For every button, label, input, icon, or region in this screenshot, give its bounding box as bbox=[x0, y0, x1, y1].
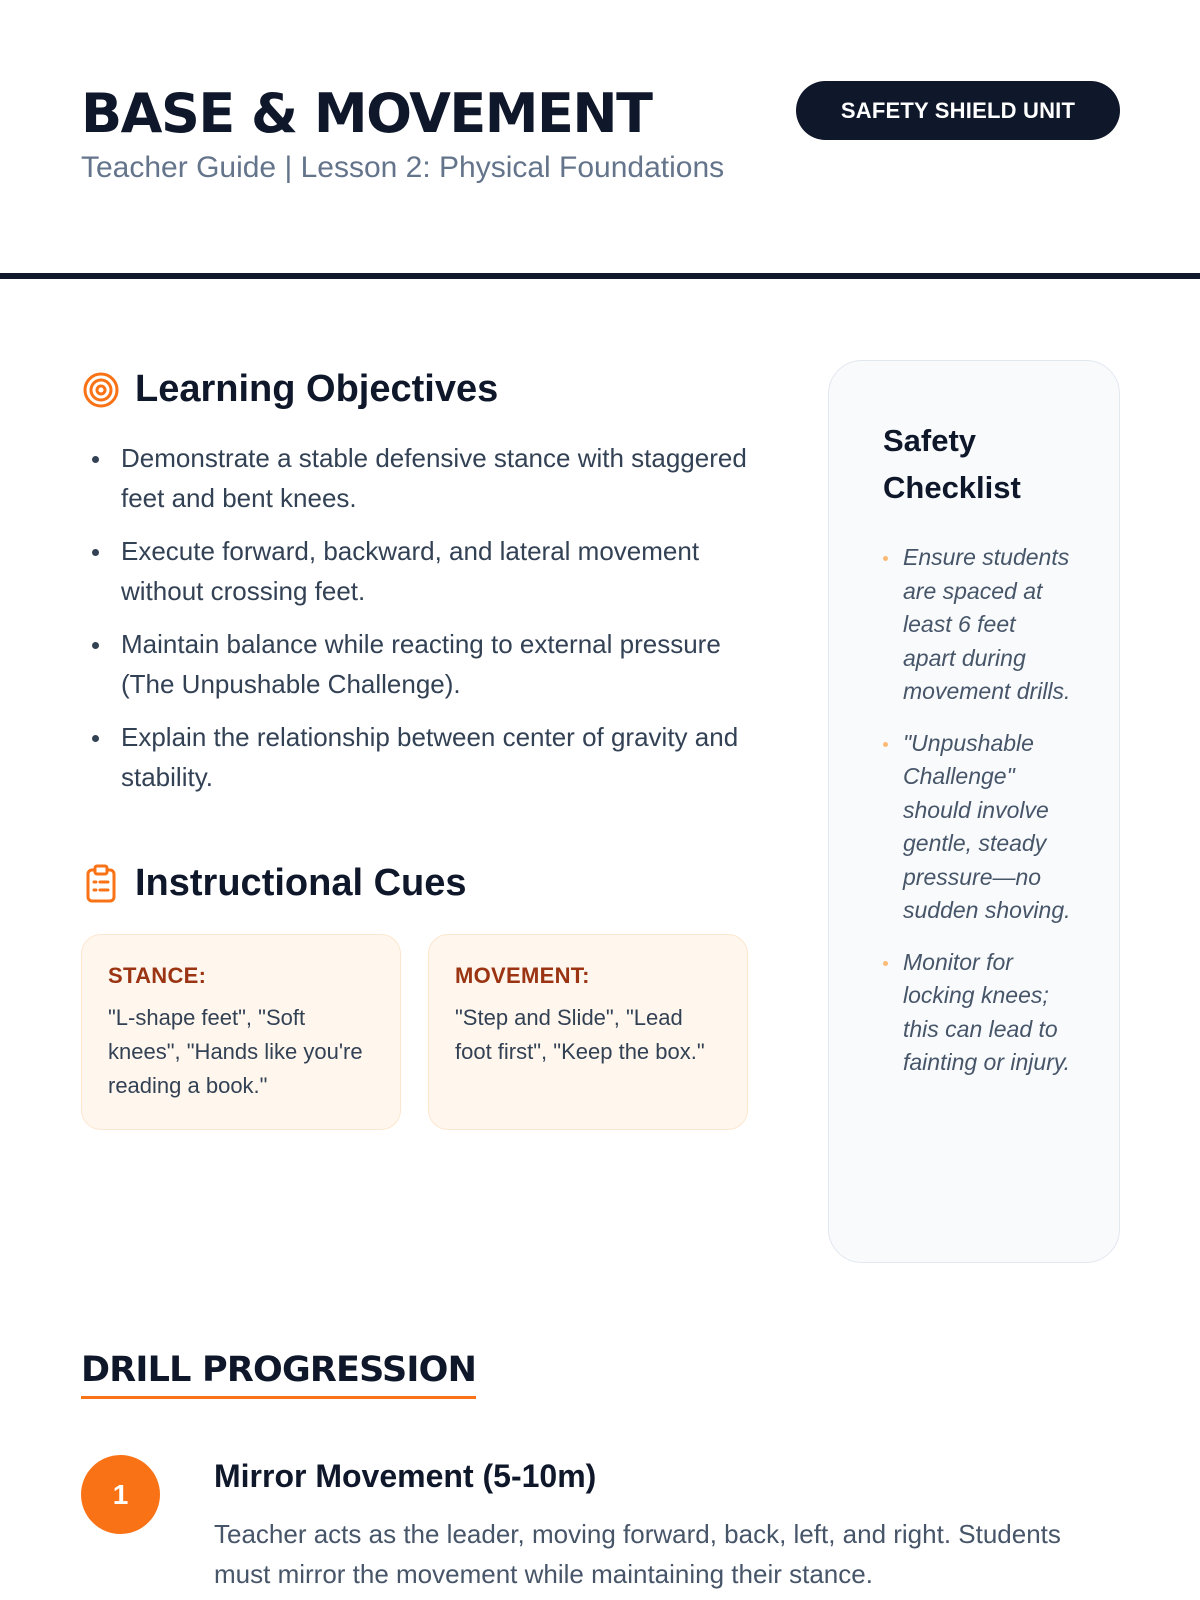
safety-checklist bbox=[883, 541, 1099, 1080]
list-item: "Unpushable Challenge" should involve gentle, steady pressure—no sudden shoving. bbox=[883, 727, 1073, 928]
target-icon bbox=[81, 370, 121, 410]
cue-label: MOVEMENT: bbox=[455, 963, 590, 988]
cue-card-movement bbox=[428, 934, 748, 1130]
safety-checklist-panel bbox=[828, 360, 1120, 1263]
list-item: Explain the relationship between center of gravity and stability. bbox=[81, 717, 761, 797]
list-item: Monitor for locking knees; this can lead to fainting or injury. bbox=[883, 946, 1073, 1080]
page-title: BASE & MOVEMENT bbox=[81, 82, 652, 145]
unit-badge: SAFETY SHIELD UNIT bbox=[796, 81, 1120, 140]
objectives-list bbox=[81, 438, 761, 810]
list-item: Execute forward, backward, and lateral movement without crossing feet. bbox=[81, 531, 761, 611]
cue-card-stance bbox=[81, 934, 401, 1130]
cues-title: Instructional Cues bbox=[135, 862, 467, 904]
clipboard-icon bbox=[81, 864, 121, 904]
header-divider bbox=[0, 273, 1200, 279]
step-description: Teacher acts as the leader, moving forward, back, left, and right. Students must mirror the movement while maintaining their stance. bbox=[214, 1519, 1061, 1589]
safety-checklist-title: Safety Checklist bbox=[883, 423, 1021, 505]
page-header bbox=[0, 0, 1200, 280]
drill-progression-heading bbox=[81, 1350, 476, 1399]
step-number-badge: 1 bbox=[81, 1455, 160, 1534]
list-item: Demonstrate a stable defensive stance with staggered feet and bent knees. bbox=[81, 438, 761, 518]
cue-text: "Step and Slide", "Lead foot first", "Keep the box." bbox=[455, 1005, 705, 1064]
objectives-heading bbox=[81, 368, 498, 411]
cue-text: "L-shape feet", "Soft knees", "Hands like you're reading a book." bbox=[108, 1005, 363, 1098]
page-subtitle: Teacher Guide | Lesson 2: Physical Foundations bbox=[81, 151, 725, 184]
step-title: Mirror Movement (5-10m) bbox=[214, 1458, 597, 1494]
list-item: Ensure students are spaced at least 6 feet apart during movement drills. bbox=[883, 541, 1073, 709]
cues-heading bbox=[81, 862, 467, 905]
cue-label: STANCE: bbox=[108, 963, 207, 988]
objectives-title: Learning Objectives bbox=[135, 368, 499, 410]
list-item: Maintain balance while reacting to external pressure (The Unpushable Challenge). bbox=[81, 624, 761, 704]
drill-progression-title: DRILL PROGRESSION bbox=[81, 1350, 476, 1399]
